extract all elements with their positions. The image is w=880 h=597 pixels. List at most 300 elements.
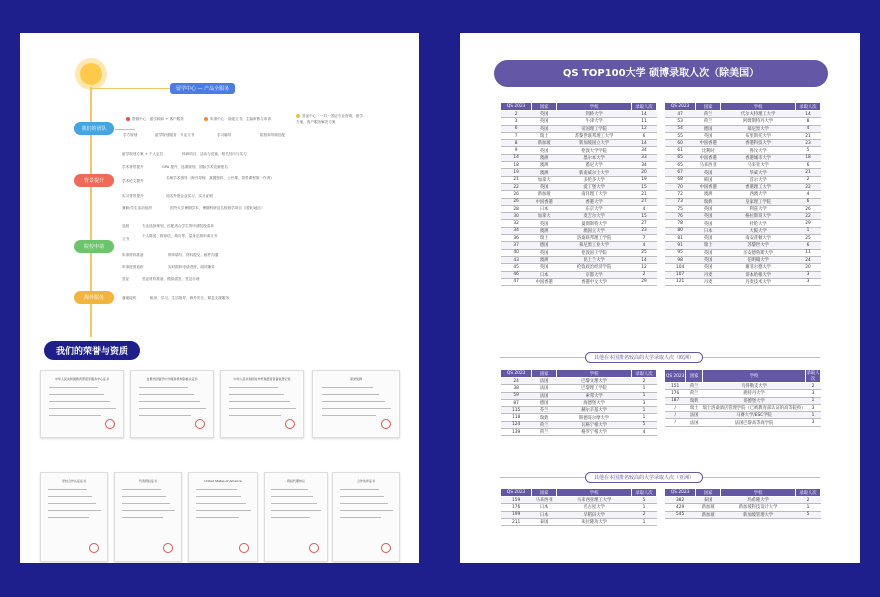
table-cell: 英国 <box>696 213 721 220</box>
table-cell: 马赛大学/ESC学院 <box>702 412 805 419</box>
text-line <box>49 394 104 395</box>
certificate-title: United States of America <box>204 479 242 483</box>
table-cell: 6 <box>632 132 657 139</box>
table-cell: 22 <box>796 183 821 190</box>
table-cell: 14 <box>796 111 821 118</box>
table-cell: 1 <box>632 407 657 414</box>
table-cell: 24 <box>501 378 532 385</box>
table-cell: 70 <box>665 183 696 190</box>
table-cell: 新加坡 <box>532 191 557 198</box>
table-cell: 19 <box>501 169 532 176</box>
text-line <box>196 503 246 504</box>
table-cell: 6 <box>501 125 532 132</box>
table-row <box>501 385 657 392</box>
certificate-title: 授权代理协议 <box>286 479 305 483</box>
table-row <box>665 147 821 154</box>
table-cell: 382 <box>665 497 696 504</box>
table-cell: 118 <box>501 414 532 421</box>
column-header: 国家 <box>532 370 557 378</box>
table-cell: 剑桥大学 <box>557 111 632 118</box>
table-row <box>665 271 821 278</box>
asia-table-right <box>664 488 821 519</box>
table-row <box>665 154 821 161</box>
table-cell: 47 <box>501 278 532 285</box>
table-row <box>501 183 657 190</box>
table-cell: 33 <box>632 154 657 161</box>
text-line <box>271 496 313 497</box>
text-line <box>322 394 380 395</box>
table-cell: 67 <box>665 169 696 176</box>
table-cell: 104 <box>665 264 696 271</box>
text-line <box>48 503 97 504</box>
text-line <box>271 510 321 511</box>
table-cell: 429 <box>665 504 696 511</box>
table-cell: 81 <box>665 235 696 242</box>
text-line <box>196 517 239 518</box>
table-cell: 法国巴黎高等商学院 <box>702 419 805 426</box>
table-cell: 伯明翰大学 <box>721 256 796 263</box>
table-cell: 6 <box>796 198 821 205</box>
table-cell: 1 <box>632 414 657 421</box>
app-leaf: 文书 <box>122 237 130 241</box>
table-cell: 悉尼大学 <box>557 162 632 169</box>
table-row <box>501 191 657 198</box>
table-cell: 91 <box>665 242 696 249</box>
table-cell: 73 <box>665 198 696 205</box>
table-row <box>501 176 657 183</box>
column-header: 录取人次 <box>632 489 657 497</box>
table-cell: 60 <box>665 140 696 147</box>
table-cell: 68 <box>665 176 696 183</box>
bg-leaf: GPA 提升、选课规划、国际学术竞赛报名 <box>162 165 228 169</box>
text-line <box>340 496 384 497</box>
table-cell: 7 <box>632 235 657 242</box>
table-row <box>501 147 657 154</box>
app-leaf: 签证材料准备、模拟面签、签证办理 <box>142 277 200 281</box>
table-cell: 55 <box>665 132 696 139</box>
table-cell: 6 <box>796 162 821 169</box>
table-cell: 新加坡 <box>696 511 721 518</box>
table-cell: 澳洲 <box>532 169 557 176</box>
table-row <box>501 378 657 385</box>
table-cell: 中国香港 <box>532 198 557 205</box>
table-cell: 中国香港 <box>696 183 721 190</box>
table-cell: 南洋理工大学 <box>557 191 632 198</box>
table-row <box>665 227 821 234</box>
table-cell: 格拉斯哥大学 <box>721 213 796 220</box>
table-cell: 荷兰 <box>532 421 557 428</box>
column-header: 录取人次 <box>632 103 657 111</box>
table-cell: 京都大学 <box>557 271 632 278</box>
table-cell: 中国香港 <box>696 140 721 147</box>
column-header: QS 2023 <box>665 370 686 383</box>
table-cell: 176 <box>501 504 532 511</box>
column-header: 学校 <box>557 103 632 111</box>
text-line <box>122 489 162 490</box>
table-cell: 3 <box>806 390 821 397</box>
table-cell: 苏黎世大学 <box>721 242 796 249</box>
table-cell: 法国 <box>686 412 703 419</box>
team-leaf: 院校和导师匹配 <box>260 133 286 137</box>
table-row <box>501 392 657 399</box>
table-cell: 英国 <box>532 125 557 132</box>
table-cell: 2 <box>632 511 657 518</box>
table-cell: 2 <box>632 378 657 385</box>
table-cell: 80 <box>665 227 696 234</box>
table-cell: 43 <box>501 256 532 263</box>
bg-leaf: 学术论文提升 <box>122 179 144 183</box>
table-cell: 瓦格宁根大学 <box>557 421 632 428</box>
table-cell: 布里斯托大学 <box>721 132 796 139</box>
table-cell: 20 <box>632 169 657 176</box>
table-row <box>665 140 821 147</box>
table-row <box>665 111 821 118</box>
table-cell: 新加坡 <box>696 504 721 511</box>
text-line <box>271 517 310 518</box>
column-header: 国家 <box>696 103 721 111</box>
table-cell: 211 <box>501 518 532 525</box>
table-row <box>665 235 821 242</box>
table-cell: 87 <box>501 399 532 406</box>
table-cell: 5 <box>632 421 657 428</box>
table-cell: 英国 <box>532 183 557 190</box>
text-line <box>340 510 393 511</box>
table-cell: 30 <box>501 213 532 220</box>
table-cell: 巴黎文理大学 <box>557 378 632 385</box>
table-cell: 3 <box>632 399 657 406</box>
table-cell: 9 <box>501 147 532 154</box>
table-cell: 洛桑联邦理工学院 <box>557 235 632 242</box>
table-cell: 37 <box>501 242 532 249</box>
table-cell: 27 <box>632 198 657 205</box>
table-cell: 澳洲 <box>532 162 557 169</box>
table-cell: 29 <box>796 220 821 227</box>
certificate-thumbnail <box>220 370 304 438</box>
table-cell: 29 <box>632 278 657 285</box>
table-row <box>501 421 657 428</box>
table-cell: 65 <box>665 162 696 169</box>
mindmap-connector <box>92 88 172 89</box>
certificate-thumbnail <box>40 472 108 562</box>
table-row <box>501 213 657 220</box>
table-cell: / <box>665 419 686 426</box>
table-cell: 4 <box>796 125 821 132</box>
column-header: 国家 <box>686 370 703 383</box>
certificate-thumbnail <box>40 370 124 438</box>
table-cell: 15 <box>632 213 657 220</box>
table-cell: 新加坡科技设计大学 <box>721 504 796 511</box>
table-cell: 2 <box>796 176 821 183</box>
table-row <box>501 242 657 249</box>
honors-title: 我们的荣誉与资质 <box>44 341 140 360</box>
table-cell: 115 <box>501 407 532 414</box>
table-cell: 墨尔本大学 <box>557 154 632 161</box>
table-cell: 澳洲 <box>696 191 721 198</box>
branch-overseas: 海外服务 <box>74 291 114 304</box>
certificate-title: 代表授权证书 <box>138 479 157 483</box>
table-cell: 加拿大 <box>532 176 557 183</box>
branch-team: 我们的团队 <box>74 122 114 135</box>
seal-icon <box>239 543 249 553</box>
table-cell: 8 <box>501 140 532 147</box>
seal-icon <box>89 543 99 553</box>
table-cell: 伦敦政治经济学院 <box>557 264 632 271</box>
table-cell: 丹麦 <box>696 271 721 278</box>
table-cell: 南安普顿大学 <box>721 235 796 242</box>
bg-leaf: 科研项目、活动与竞赛，相关经历与实习 <box>182 152 247 156</box>
table-cell: 香港中文大学 <box>557 278 632 285</box>
table-cell: 8 <box>796 118 821 125</box>
table-cell: 72 <box>665 191 696 198</box>
table-cell: 1 <box>632 518 657 525</box>
table-cell: 香港城市大学 <box>721 154 796 161</box>
table-cell: 20 <box>796 264 821 271</box>
right-page <box>460 33 860 563</box>
seal-icon <box>381 419 391 429</box>
certificate-title: 自费出国留学中介服务机构资格认定书 <box>146 377 198 381</box>
column-header: 国家 <box>532 489 557 497</box>
table-cell: 15 <box>632 183 657 190</box>
column-header: 学校 <box>557 370 632 378</box>
table-cell: 5 <box>632 497 657 504</box>
table-cell: 德国 <box>532 399 557 406</box>
table-row <box>665 242 821 249</box>
table-cell: 伦敦大学学院 <box>557 147 632 154</box>
table-cell: 昆士兰大学 <box>557 256 632 263</box>
table-cell: 英国 <box>532 147 557 154</box>
column-header: 录取人次 <box>796 489 821 497</box>
table-cell: 32 <box>501 220 532 227</box>
table-cell: 丹麦 <box>696 278 721 285</box>
table-row <box>665 497 821 504</box>
table-cell: 法国 <box>532 378 557 385</box>
table-cell: 杜伦大学 <box>721 220 796 227</box>
table-cell: 荷兰 <box>696 118 721 125</box>
bg-leaf: 知名外资企业实习、实习证明 <box>166 194 213 198</box>
table-row <box>501 162 657 169</box>
table-row <box>501 414 657 421</box>
bullet-icon <box>126 117 130 121</box>
table-row <box>501 132 657 139</box>
table-cell: 25 <box>796 235 821 242</box>
table-cell: 瑞士洛桑酒店管理学院（已被教育部认证的高等院校） <box>702 406 806 412</box>
text-line <box>139 408 205 409</box>
table-cell: 伦敦国王学院 <box>557 249 632 256</box>
table-cell: 首尔大学 <box>721 176 796 183</box>
table-cell: 哥本哈根大学 <box>721 271 796 278</box>
table-row <box>665 220 821 227</box>
seal-icon <box>163 543 173 553</box>
table-cell: 早稻田大学 <box>557 511 632 518</box>
table-cell: 121 <box>665 278 696 285</box>
table-cell: 3 <box>501 118 532 125</box>
table-cell: 199 <box>501 511 532 518</box>
text-line <box>340 517 382 518</box>
column-header: 国家 <box>532 103 557 111</box>
certificate-thumbnail <box>114 472 182 562</box>
seal-icon <box>195 419 205 429</box>
app-leaf: 选校 <box>122 224 130 228</box>
europe-table-left <box>500 369 657 436</box>
table-cell: 赫尔辛基大学 <box>557 407 632 414</box>
table-cell: 新南威尔士大学 <box>557 169 632 176</box>
table-cell: 瑞士 <box>532 235 557 242</box>
table-cell: 瑞典 <box>532 414 557 421</box>
sun-icon <box>80 63 102 85</box>
text-line <box>139 387 188 388</box>
table-cell: 47 <box>665 111 696 118</box>
text-line <box>49 408 115 409</box>
table-cell: 芬兰 <box>532 407 557 414</box>
table-row <box>501 205 657 212</box>
table-cell: 545 <box>665 511 696 518</box>
table-cell: 瑞士 <box>696 242 721 249</box>
table-cell: 多伦多大学 <box>557 176 632 183</box>
seal-icon <box>381 543 391 553</box>
table-cell: 1 <box>796 504 821 511</box>
table-cell: 荷兰 <box>686 383 703 390</box>
table-cell: 18 <box>501 162 532 169</box>
text-line <box>48 517 90 518</box>
table-cell: 107 <box>665 271 696 278</box>
certificate-title: 中华人民共和国教育部留学服务中心证书 <box>54 377 109 381</box>
table-cell: 爱丁堡大学 <box>557 183 632 190</box>
table-cell: 马来西亚 <box>696 162 721 169</box>
table-cell: 鹿特丹大学 <box>702 390 805 397</box>
team-leaf: 申请中心 · 高级文书、主编审核与申请 <box>204 116 271 122</box>
certificate-title: 荣誉奖牌 <box>349 377 362 381</box>
table-cell: 4 <box>796 191 821 198</box>
table-cell: 荷兰 <box>696 111 721 118</box>
table-cell: 日本 <box>532 271 557 278</box>
table-row <box>665 390 821 397</box>
table-row <box>665 412 821 419</box>
table-cell: 哥德堡大学 <box>702 397 805 404</box>
table-cell: 61 <box>665 147 696 154</box>
table-cell: 马来亚大学 <box>721 162 796 169</box>
table-cell: 95 <box>665 249 696 256</box>
table-cell: 40 <box>501 249 532 256</box>
table-cell: 英国 <box>532 220 557 227</box>
left-page <box>20 33 419 563</box>
table-cell: 慕尼黑工业大学 <box>557 242 632 249</box>
column-header: 学校 <box>702 370 805 383</box>
asia-table-left <box>500 488 657 526</box>
table-cell: 1 <box>796 227 821 234</box>
table-cell: 法国 <box>532 385 557 392</box>
table-cell: 斯德哥尔摩大学 <box>557 414 632 421</box>
europe-title: 其他在本国排名较高的大学录取人次（欧洲） <box>585 352 703 363</box>
table-cell: 23 <box>632 227 657 234</box>
text-line <box>122 510 175 511</box>
table-cell: 11 <box>632 118 657 125</box>
table-row <box>665 383 821 390</box>
table-cell: 荷兰 <box>532 429 557 436</box>
certificate-title: 中华人民共和国对外贸易经营者备案登记表 <box>233 377 291 381</box>
text-line <box>229 408 295 409</box>
table-row <box>501 399 657 406</box>
table-cell: 151 <box>665 383 686 390</box>
table-cell: 西澳大学 <box>721 191 796 198</box>
table-row <box>665 176 821 183</box>
column-header: QS 2023 <box>501 370 532 378</box>
table-cell: 26 <box>501 198 532 205</box>
text-line <box>322 387 374 388</box>
text-line <box>322 408 392 409</box>
table-cell: 乌得勒支大学 <box>702 383 805 390</box>
text-line <box>122 503 171 504</box>
table-cell: 英国 <box>696 220 721 227</box>
table-cell: 76 <box>665 213 696 220</box>
table-cell: 中国香港 <box>532 278 557 285</box>
table-cell: 22 <box>501 183 532 190</box>
app-leaf: 网申填写、材料提交、邮件沟通 <box>168 253 219 257</box>
certificate-thumbnail <box>332 472 400 562</box>
table-cell: 东京大学 <box>557 205 632 212</box>
branch-application: 院校申请 <box>74 240 114 253</box>
table-cell: 新加坡管理大学 <box>721 511 796 518</box>
app-leaf: 申请材料准备 <box>122 253 144 257</box>
table-cell: 7 <box>501 132 532 139</box>
table-cell: 34 <box>501 227 532 234</box>
table-cell: 2 <box>632 271 657 278</box>
table-cell: 朱拉隆功大学 <box>557 518 632 525</box>
text-line <box>340 503 389 504</box>
table-cell: 75 <box>665 205 696 212</box>
table-cell: 泰国 <box>532 518 557 525</box>
certificate-thumbnail <box>312 370 400 438</box>
table-cell: 加拿大 <box>532 213 557 220</box>
table-cell: 新加坡 <box>532 140 557 147</box>
table-row <box>665 249 821 256</box>
table-cell: 2 <box>796 497 821 504</box>
table-cell: 11 <box>796 249 821 256</box>
table-cell: 马来西亚 <box>532 497 557 504</box>
table-cell: 法国 <box>686 419 703 426</box>
table-cell: 英国 <box>532 111 557 118</box>
text-line <box>48 489 88 490</box>
table-cell: 法国 <box>532 392 557 399</box>
table-cell: 英国 <box>696 169 721 176</box>
table-cell: 98 <box>665 256 696 263</box>
europe-table-right <box>664 369 821 427</box>
table-cell: 日本 <box>532 205 557 212</box>
table-cell: 英国 <box>696 205 721 212</box>
table-cell: 英国 <box>696 132 721 139</box>
table-cell: 14 <box>632 111 657 118</box>
table-row <box>501 504 657 511</box>
column-header: QS 2023 <box>501 103 532 111</box>
bg-leaf: 国外大学暑期学术、暑期科研及名校游学项目（国家/地区） <box>170 206 265 210</box>
table-cell: 德国 <box>696 125 721 132</box>
table-cell: 香港科技大学 <box>721 140 796 147</box>
table-cell: 德国 <box>532 242 557 249</box>
table-cell: 巴黎理工学院 <box>557 385 632 392</box>
table-row <box>501 249 657 256</box>
ranking-banner: QS TOP100大学 硕博录取人次（除美国） <box>494 60 828 87</box>
app-leaf: 实时跟踪申请进度，面试辅导 <box>168 265 215 269</box>
table-cell: 香港理工大学 <box>721 183 796 190</box>
table-cell: 澳洲 <box>532 256 557 263</box>
table-cell: 名古屋大学 <box>557 504 632 511</box>
table-row <box>501 198 657 205</box>
table-cell: 海德堡大学 <box>557 399 632 406</box>
table-cell: 1 <box>632 385 657 392</box>
table-row <box>501 271 657 278</box>
overseas-leaf: 落地接机 <box>122 296 137 300</box>
bullet-icon <box>204 117 208 121</box>
table-row <box>665 213 821 220</box>
